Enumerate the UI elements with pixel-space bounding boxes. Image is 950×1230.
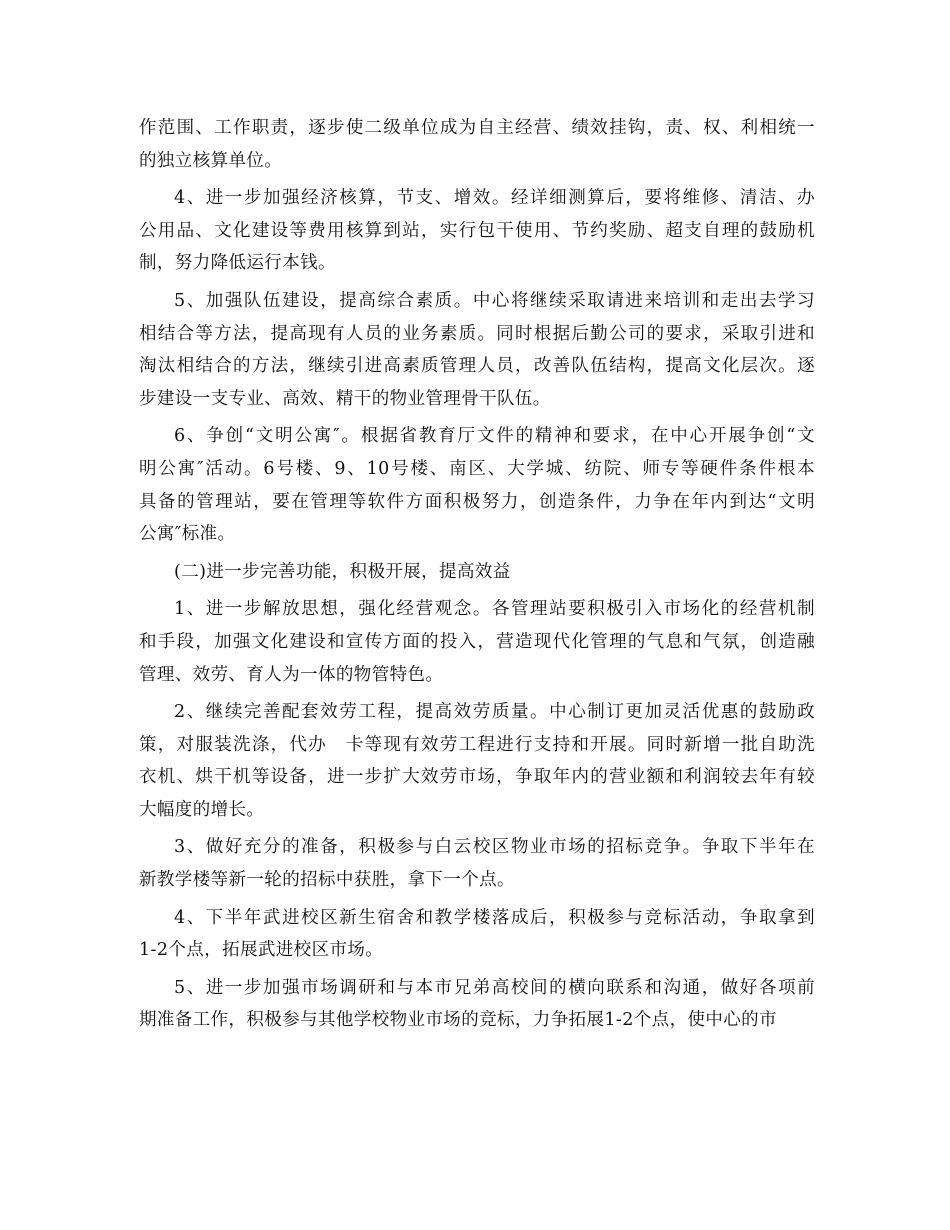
- paragraph: [139, 972, 815, 1037]
- paragraph-line: 5、加强队伍建设，提高综合素质。中心将继续采取请进来培训和走出去学习: [174, 290, 815, 311]
- paragraph-line: 5、进一步加强市场调研和与本市兄弟高校间的横向联系和沟通，做好各项前: [174, 977, 815, 998]
- paragraph-line: 步建设一支专业、高效、精干的物业管理骨干队伍。: [139, 388, 551, 409]
- paragraph-line: 6、争创“文明公寓″。根据省教育厅文件的精神和要求，在中心开展争创“文: [174, 426, 815, 447]
- paragraph: [139, 696, 815, 826]
- document-body: [139, 112, 815, 1042]
- paragraph: [139, 285, 815, 415]
- paragraph-line: 策，对服装洗涤，代办 卡等现有效劳工程进行支持和开展。同时新增一批自助洗: [139, 734, 815, 755]
- paragraph-line: 期准备工作，积极参与其他学校物业市场的竞标，力争拓展1-2个点，使中心的市: [139, 1010, 777, 1031]
- paragraph-line: 公寓″标准。: [139, 524, 236, 545]
- paragraph-line: 管理、效劳、育人为一体的物管特色。: [139, 664, 444, 685]
- paragraph: [139, 593, 815, 691]
- paragraph-line: 大幅度的增长。: [139, 799, 265, 820]
- paragraph-line: 具备的管理站，要在管理等软件方面积极努力，创造条件，力争在年内到达“文明: [139, 491, 815, 512]
- paragraph-line: 和手段，加强文化建设和宣传方面的投入，营造现代化管理的气息和气氛，创造融: [139, 631, 815, 652]
- paragraph-line: 4、进一步加强经济核算，节支、增效。经详细测算后，要将维修、清洁、办: [174, 188, 815, 209]
- paragraph-line: 的独立核算单位。: [139, 150, 283, 171]
- paragraph-line: 1、进一步解放思想，强化经营观念。各管理站要积极引入市场化的经营机制: [174, 599, 815, 620]
- paragraph-line: 3、做好充分的准备，积极参与白云校区物业市场的招标竞争。争取下半年在: [174, 837, 815, 858]
- paragraph-line: 明公寓″活动。6号楼、9、10号楼、南区、大学城、纺院、师专等硬件条件根本: [139, 458, 815, 479]
- paragraph: [139, 182, 815, 280]
- paragraph-line: 制，努力降低运行本钱。: [139, 253, 336, 274]
- paragraph: [139, 831, 815, 896]
- paragraph-line: 1-2个点，拓展武进校区市场。: [139, 940, 384, 961]
- paragraph-line: 公用品、文化建设等费用核算到站，实行包干使用、节约奖励、超支自理的鼓励机: [139, 220, 815, 241]
- paragraph-line: 相结合等方法，提高现有人员的业务素质。同时根据后勤公司的要求，采取引进和: [139, 323, 815, 344]
- paragraph-line: 淘汰相结合的方法，继续引进高素质管理人员，改善队伍结构，提高文化层次。逐: [139, 356, 815, 377]
- paragraph-line: 衣机、烘干机等设备，进一步扩大效劳市场，争取年内的营业额和利润较去年有较: [139, 767, 815, 788]
- paragraph-line: (二)进一步完善功能，积极开展，提高效益: [174, 561, 511, 582]
- paragraph-line: 新教学楼等新一轮的招标中获胜，拿下一个点。: [139, 870, 515, 891]
- paragraph-line: 2、继续完善配套效劳工程，提高效劳质量。中心制订更加灵活优惠的鼓励政: [174, 702, 815, 723]
- paragraph-line: 4、下半年武进校区新生宿舍和教学楼落成后，积极参与竞标活动，争取拿到: [174, 907, 815, 928]
- paragraph: [139, 902, 815, 967]
- paragraph: [139, 112, 815, 177]
- paragraph: [139, 556, 815, 589]
- paragraph: [139, 420, 815, 550]
- paragraph-line: 作范围、工作职责，逐步使二级单位成为自主经营、绩效挂钩，责、权、利相统一: [139, 118, 815, 138]
